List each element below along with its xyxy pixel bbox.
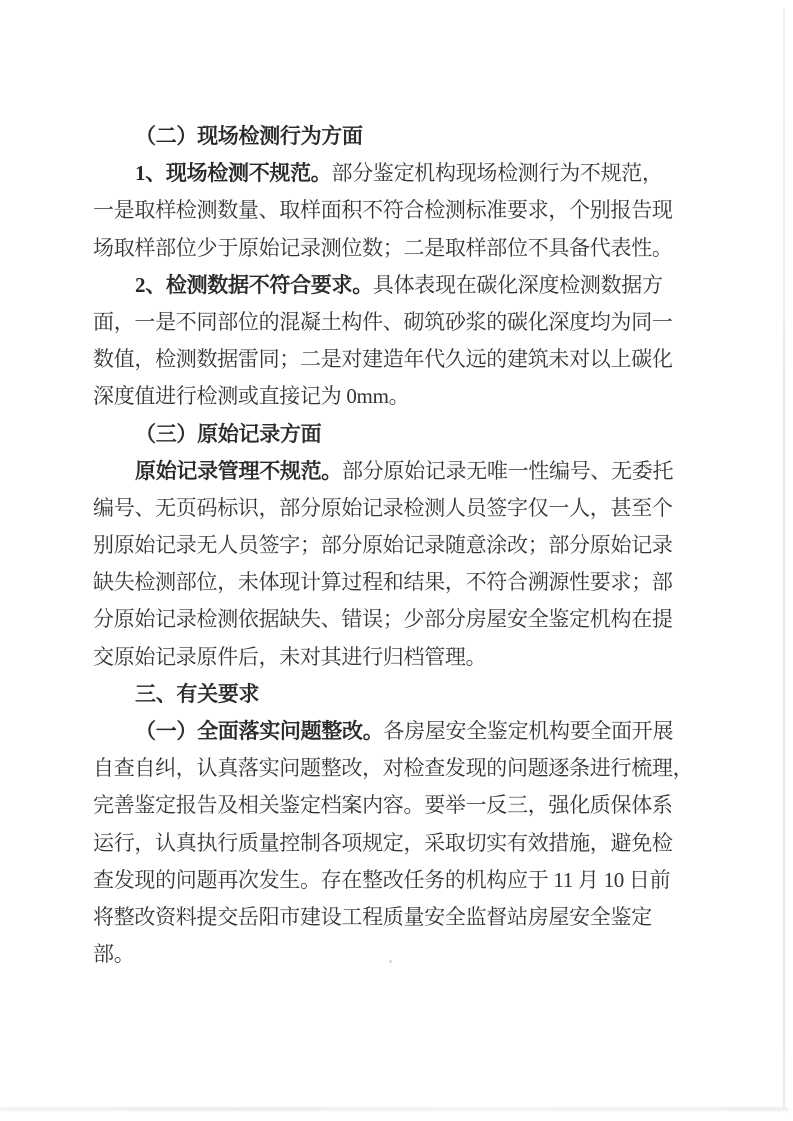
section-3-line [93, 490, 713, 527]
emphasis-text: （三）原始记录方面 [135, 421, 322, 446]
body-text: 各房屋安全鉴定机构要全面开展 [383, 719, 674, 743]
section-3-line [93, 453, 713, 490]
body-text: 别原始记录无人员签字；部分原始记录随意涂改；部分原始记录 [93, 533, 673, 558]
section-heading-3 [93, 416, 713, 453]
requirement-1-line [93, 713, 713, 750]
emphasis-text: （二）现场检测行为方面 [135, 124, 363, 148]
body-text: 运行，认真执行质量控制各项规定，采取切实有效措施，避免检 [93, 830, 673, 855]
emphasis-text: 2、检测数据不符合要求。 [135, 272, 373, 297]
item-2-line [93, 304, 713, 341]
section-3-line [93, 601, 713, 638]
document-body [93, 118, 713, 973]
body-text: 查发现的问题再次发生。存在整改任务的机构应于 11 月 10 日前 [93, 867, 671, 892]
body-text: 部。 [93, 942, 135, 967]
section-heading-2 [93, 118, 713, 155]
emphasis-text: （一）全面落实问题整改。 [135, 719, 384, 743]
item-1-line [93, 155, 713, 192]
body-text: 交原始记录原件后，未对其进行归档管理。 [93, 644, 487, 669]
requirement-1-line [93, 750, 713, 787]
requirement-1-line [93, 862, 713, 899]
requirement-1-line [93, 936, 713, 973]
chapter-heading-3 [93, 676, 713, 713]
body-text: 数值，检测数据雷同；二是对建造年代久远的建筑未对以上碳化 [93, 347, 673, 372]
item-1-line [93, 192, 713, 229]
item-2-line [93, 267, 713, 304]
body-text: 完善鉴定报告及相关鉴定档案内容。要举一反三，强化质保体系 [93, 793, 673, 818]
item-1-line [93, 230, 713, 267]
requirement-1-line [93, 825, 713, 862]
section-3-line [93, 564, 713, 601]
item-2-line [93, 341, 713, 378]
scan-artifact-dot [389, 960, 392, 963]
body-text: 部分原始记录无唯一性编号、无委托 [342, 458, 674, 483]
body-text: 自查自纠，认真落实问题整改，对检查发现的问题逐条进行梳理， [93, 756, 694, 781]
body-text: 深度值进行检测或直接记为 0mm。 [93, 384, 410, 409]
body-text: 面，一是不同部位的混凝土构件、砌筑砂浆的碳化深度均为同一 [93, 309, 673, 334]
item-2-line [93, 378, 713, 415]
scan-edge-bottom [0, 1107, 788, 1111]
requirement-1-line [93, 787, 713, 824]
requirement-1-line [93, 899, 713, 936]
body-text: 具体表现在碳化深度检测数据方 [372, 272, 663, 297]
emphasis-text: 1、现场检测不规范。 [135, 161, 332, 186]
emphasis-text: 原始记录管理不规范。 [135, 458, 342, 483]
body-text: 将整改资料提交岳阳市建设工程质量安全监督站房屋安全鉴定 [93, 904, 652, 929]
body-text: 分原始记录检测依据缺失、错误；少部分房屋安全鉴定机构在提 [93, 607, 673, 632]
body-text: 缺失检测部位，未体现计算过程和结果，不符合溯源性要求；部 [93, 570, 673, 595]
emphasis-text: 三、有关要求 [135, 681, 260, 706]
body-text: 编号、无页码标识，部分原始记录检测人员签字仅一人，甚至个 [93, 495, 673, 520]
body-text: 场取样部位少于原始记录测位数；二是取样部位不具备代表性。 [93, 235, 673, 260]
section-3-line [93, 639, 713, 676]
section-3-line [93, 527, 713, 564]
body-text: 部分鉴定机构现场检测行为不规范， [331, 161, 663, 186]
body-text: 一是取样检测数量、取样面积不符合检测标准要求，个别报告现 [93, 198, 673, 223]
scan-edge-right [783, 8, 785, 1107]
